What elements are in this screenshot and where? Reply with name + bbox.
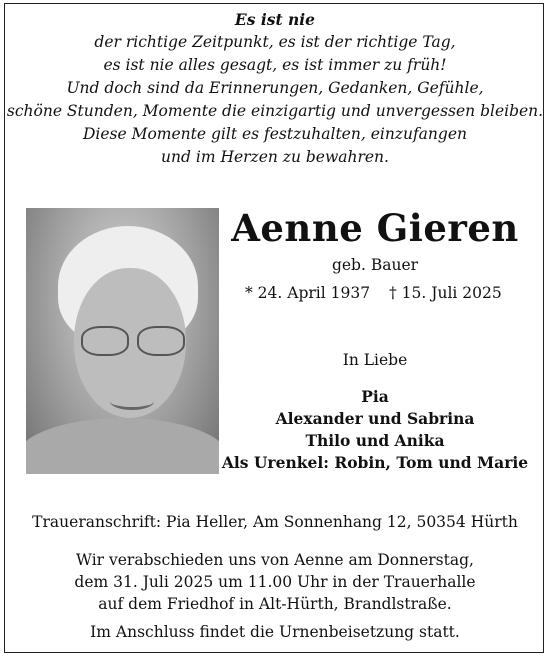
farewell-text bbox=[0, 549, 550, 615]
mourner-entry: Pia bbox=[361, 387, 389, 406]
poem-line: Es ist nie bbox=[234, 10, 316, 29]
mourner-entry: Als Urenkel: Robin, Tom und Marie bbox=[221, 453, 529, 472]
portrait-photo bbox=[26, 208, 219, 474]
deceased-name: Aenne Gieren bbox=[231, 206, 519, 250]
mourners-intro: In Liebe bbox=[342, 351, 408, 369]
maiden-name: geb. Bauer bbox=[331, 256, 419, 274]
glasses-lens-left bbox=[81, 326, 129, 356]
farewell-line: auf dem Friedhof in Alt-Hürth, Brandlstraße. bbox=[98, 595, 452, 613]
birth-date: * 24. April 1937 bbox=[245, 284, 371, 302]
portrait-smile bbox=[110, 393, 154, 410]
poem-line: Diese Momente gilt es festzuhalten, einzufangen bbox=[82, 125, 467, 143]
poem-line: Und doch sind da Erinnerungen, Gedanken, Gefühle, bbox=[66, 79, 484, 97]
death-date: † 15. Juli 2025 bbox=[389, 284, 502, 302]
mourner-entry: Thilo und Anika bbox=[305, 431, 445, 450]
farewell-line: Wir verabschieden uns von Aenne am Donnerstag, bbox=[76, 551, 474, 569]
poem-line: der richtige Zeitpunkt, es ist der richtige Tag, bbox=[94, 33, 456, 51]
mourner-entry: Alexander und Sabrina bbox=[275, 409, 475, 428]
mourning-address: Traueranschrift: Pia Heller, Am Sonnenhang 12, 50354 Hürth bbox=[32, 513, 518, 531]
urn-burial-note: Im Anschluss findet die Urnenbeisetzung statt. bbox=[90, 623, 460, 641]
poem bbox=[0, 8, 550, 169]
portrait-shoulders bbox=[26, 418, 219, 474]
poem-line: es ist nie alles gesagt, es ist immer zu früh! bbox=[103, 56, 447, 74]
poem-line: und im Herzen zu bewahren. bbox=[161, 148, 389, 166]
mourners-list bbox=[220, 386, 530, 474]
farewell-line: dem 31. Juli 2025 um 11.00 Uhr in der Trauerhalle bbox=[74, 573, 476, 591]
portrait-glasses bbox=[81, 326, 185, 354]
poem-line: schöne Stunden, Momente die einzigartig und unvergessen bleiben. bbox=[6, 102, 544, 120]
glasses-lens-right bbox=[137, 326, 185, 356]
